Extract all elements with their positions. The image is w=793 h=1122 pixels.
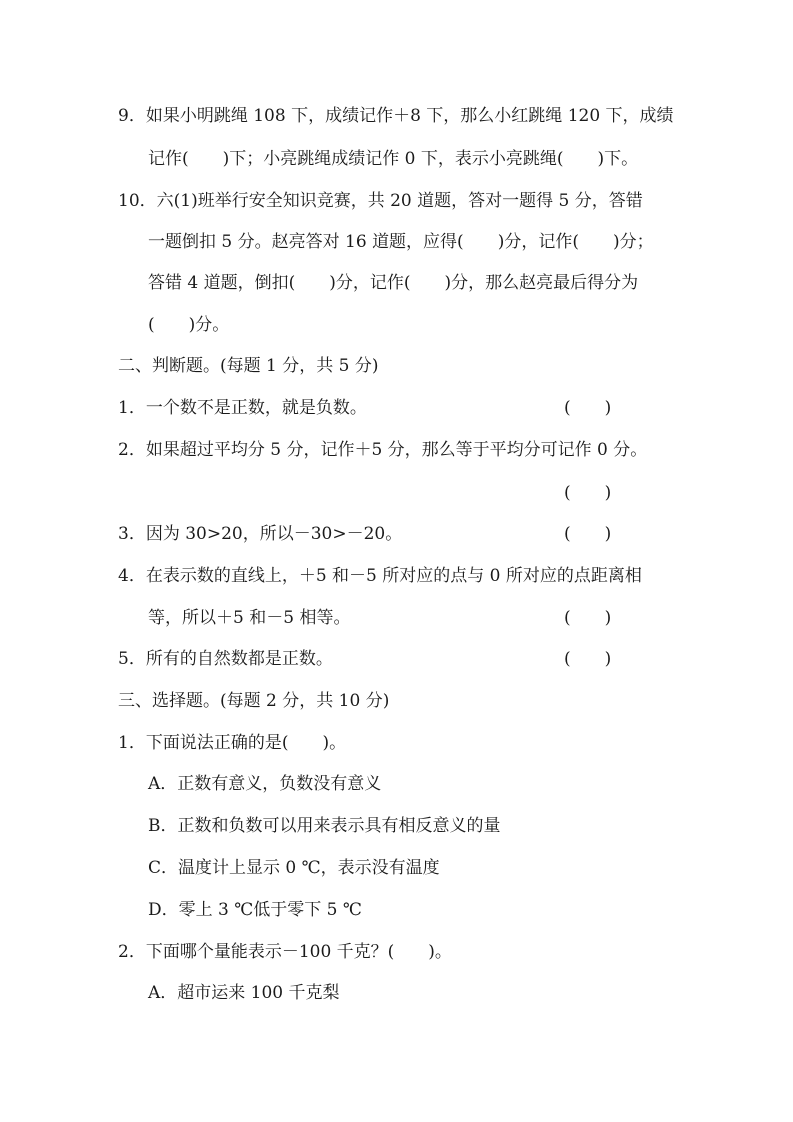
mc-question-1-option-b: B．正数和负数可以用来表示具有相反意义的量: [148, 816, 501, 836]
question-9-line-2: 记作( )下；小亮跳绳成绩记作 0 下，表示小亮跳绳( )下。: [148, 149, 639, 169]
mc-question-2-option-a: A．超市运来 100 千克梨: [148, 983, 340, 1003]
question-9-line-1: 9．如果小明跳绳 108 下，成绩记作＋8 下，那么小红跳绳 120 下，成绩: [118, 106, 674, 126]
mc-question-1-option-d: D．零上 3 ℃低于零下 5 ℃: [148, 900, 362, 920]
tf-question-5: 5．所有的自然数都是正数。: [118, 649, 333, 669]
tf-question-3: 3．因为 30>20，所以－30>－20。: [118, 524, 403, 544]
tf-question-4-line-2: 等，所以＋5 和－5 相等。: [148, 608, 351, 628]
tf-answer-paren-3: ( ): [564, 524, 612, 544]
question-10-line-4: ( )分。: [148, 315, 230, 335]
question-10-line-3: 答错 4 道题，倒扣( )分，记作( )分，那么赵亮最后得分为: [148, 273, 639, 293]
tf-question-2: 2．如果超过平均分 5 分，记作＋5 分，那么等于平均分可记作 0 分。: [118, 440, 648, 460]
question-10-line-2: 一题倒扣 5 分。赵亮答对 16 道题，应得( )分，记作( )分；: [148, 232, 654, 252]
tf-answer-paren-5: ( ): [564, 649, 612, 669]
tf-answer-paren-1: ( ): [564, 398, 612, 418]
tf-answer-paren-4: ( ): [564, 608, 612, 628]
section-3-heading: 三、选择题。(每题 2 分，共 10 分): [118, 691, 390, 711]
tf-answer-paren-2: ( ): [564, 483, 612, 503]
mc-question-1-stem: 1．下面说法正确的是( )。: [118, 733, 347, 753]
mc-question-2-stem: 2．下面哪个量能表示－100 千克？( )。: [118, 942, 452, 962]
mc-question-1-option-a: A．正数有意义，负数没有意义: [148, 774, 382, 794]
section-2-heading: 二、判断题。(每题 1 分，共 5 分): [118, 356, 379, 376]
tf-question-4-line-1: 4．在表示数的直线上，＋5 和－5 所对应的点与 0 所对应的点距离相: [118, 566, 642, 586]
mc-question-1-option-c: C．温度计上显示 0 ℃，表示没有温度: [148, 858, 440, 878]
question-10-line-1: 10．六(1)班举行安全知识竞赛，共 20 道题，答对一题得 5 分，答错: [118, 191, 643, 211]
tf-question-1: 1．一个数不是正数，就是负数。: [118, 398, 367, 418]
